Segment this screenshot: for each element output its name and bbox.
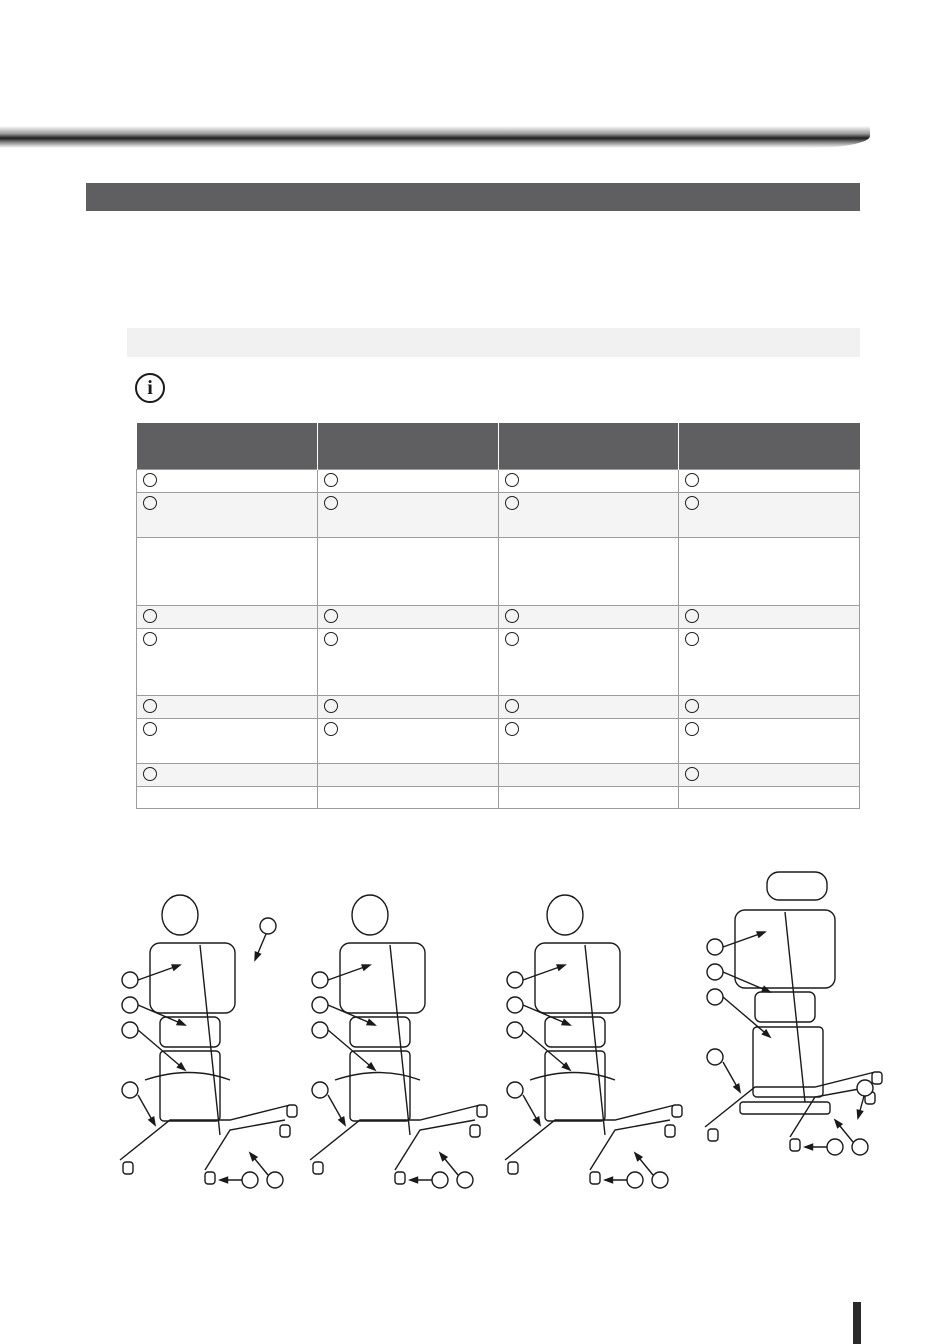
hip-pad [545, 1017, 605, 1047]
caster-wheel [287, 1105, 297, 1117]
table-cell [137, 764, 318, 787]
table-cell [137, 606, 318, 629]
caster-wheel [872, 1072, 882, 1084]
callout-number-icon [685, 767, 699, 781]
table-header-cell [317, 423, 498, 470]
arrowhead [734, 1084, 740, 1092]
callout-circle [627, 1172, 643, 1188]
caster-wheel [395, 1172, 405, 1184]
table-cell [317, 629, 498, 696]
table-cell [679, 696, 860, 719]
table-cell [679, 606, 860, 629]
caster-wheel [470, 1125, 480, 1137]
head-shape [162, 895, 198, 935]
callout-circle [507, 1082, 523, 1098]
table-row [137, 719, 860, 764]
head-shape [352, 895, 388, 935]
table-cell [679, 470, 860, 493]
arrowhead [410, 1177, 418, 1182]
callout-number-icon [685, 722, 699, 736]
callout-number-icon [505, 496, 519, 510]
caster-wheel [708, 1129, 718, 1141]
callout-circle [242, 1172, 258, 1188]
arrowhead [805, 1144, 813, 1149]
head-shape [547, 895, 583, 935]
table-cell [498, 764, 679, 787]
callout-number-icon [324, 632, 338, 646]
table-row [137, 696, 860, 719]
arrowhead [255, 952, 260, 960]
callout-circle [122, 1082, 138, 1098]
callout-circle [707, 989, 723, 1005]
callout-circle [507, 972, 523, 988]
table-row [137, 538, 860, 606]
callout-circle [312, 997, 328, 1013]
callout-circle [260, 918, 276, 934]
caster-wheel [280, 1125, 290, 1137]
caster-wheel [205, 1172, 215, 1184]
table-cell [317, 764, 498, 787]
callout-circle [707, 964, 723, 980]
backrest [735, 910, 835, 988]
arrowhead [220, 1177, 228, 1182]
caster-wheel [672, 1105, 682, 1117]
table-cell [498, 470, 679, 493]
table-cell [498, 493, 679, 538]
trunk-pad [535, 943, 620, 1013]
callout-number-icon [143, 767, 157, 781]
knee-pad [545, 1051, 605, 1121]
callout-number-icon [143, 699, 157, 713]
callout-circle [707, 1049, 723, 1065]
callout-circle [652, 1172, 668, 1188]
table-header-cell [679, 423, 860, 470]
table-cell [679, 719, 860, 764]
table-cell [317, 787, 498, 809]
table-row [137, 470, 860, 493]
callout-number-icon [143, 632, 157, 646]
header-band [0, 126, 870, 148]
callout-circle [122, 1022, 138, 1038]
table-header-cell [498, 423, 679, 470]
table-cell [137, 696, 318, 719]
arrowhead [149, 1117, 155, 1125]
arrowhead [339, 1117, 345, 1125]
callout-number-icon [324, 473, 338, 487]
callout-circle [312, 1082, 328, 1098]
table-cell [137, 493, 318, 538]
table-header-row [137, 423, 860, 470]
section-title-bar [86, 183, 860, 211]
table-cell [137, 470, 318, 493]
callout-number-icon [685, 632, 699, 646]
callout-circle [312, 1022, 328, 1038]
arrowhead [534, 1117, 540, 1125]
callout-number-icon [324, 496, 338, 510]
footplate [740, 1102, 830, 1114]
table-cell [317, 719, 498, 764]
base-frame [590, 1120, 670, 1170]
callout-circle [827, 1139, 843, 1155]
callout-number-icon [685, 496, 699, 510]
chest-pad [755, 992, 815, 1022]
table-cell [498, 787, 679, 809]
callout-circle [432, 1172, 448, 1188]
callout-number-icon [505, 722, 519, 736]
table-cell [679, 629, 860, 696]
callout-number-icon [324, 609, 338, 623]
callout-number-icon [324, 722, 338, 736]
table-cell [137, 538, 318, 606]
knee-pad [160, 1051, 220, 1121]
arrowhead [605, 1177, 613, 1182]
trunk-pad [150, 943, 235, 1013]
base-frame [395, 1120, 475, 1170]
caster-wheel [590, 1172, 600, 1184]
table-cell [679, 538, 860, 606]
callout-circle [707, 939, 723, 955]
caster-wheel [313, 1162, 323, 1174]
caster-wheel [665, 1125, 675, 1137]
table-row [137, 787, 860, 809]
table-cell [137, 787, 318, 809]
callout-number-icon [685, 473, 699, 487]
callout-circle [507, 1022, 523, 1038]
table-cell [498, 629, 679, 696]
callout-circle [857, 1080, 873, 1096]
table-cell [498, 538, 679, 606]
table-cell [317, 470, 498, 493]
table-row [137, 629, 860, 696]
knee-pad [350, 1051, 410, 1121]
caster-wheel [123, 1162, 133, 1174]
callout-circle [267, 1172, 283, 1188]
info-icon: i [135, 373, 165, 403]
arrowhead [857, 1110, 862, 1118]
table-cell [137, 719, 318, 764]
callout-number-icon [143, 473, 157, 487]
caster-wheel [508, 1162, 518, 1174]
base-frame [205, 1120, 285, 1170]
table-cell [498, 606, 679, 629]
standing-frame-figures [100, 860, 900, 1200]
table-cell [317, 606, 498, 629]
table-cell [317, 493, 498, 538]
callout-number-icon [685, 609, 699, 623]
table-row [137, 764, 860, 787]
caster-wheel [477, 1105, 487, 1117]
callout-circle [122, 972, 138, 988]
table-cell [679, 493, 860, 538]
callout-circle [852, 1139, 868, 1155]
table-cell [317, 696, 498, 719]
table-row [137, 493, 860, 538]
callout-number-icon [143, 496, 157, 510]
callout-number-icon [505, 699, 519, 713]
table-header-cell [137, 423, 318, 470]
callout-number-icon [143, 609, 157, 623]
table-cell [498, 719, 679, 764]
table-cell [137, 629, 318, 696]
page-edge-tab [853, 1302, 861, 1344]
callout-number-icon [685, 699, 699, 713]
callout-circle [312, 972, 328, 988]
trunk-pad [340, 943, 425, 1013]
callout-circle [507, 997, 523, 1013]
spec-table [136, 423, 860, 809]
callout-number-icon [505, 632, 519, 646]
table-cell [679, 787, 860, 809]
callout-circle [122, 997, 138, 1013]
subsection-title-bar [127, 328, 860, 357]
table-row [137, 606, 860, 629]
callout-circle [457, 1172, 473, 1188]
callout-number-icon [505, 609, 519, 623]
hip-pad [350, 1017, 410, 1047]
table-cell [679, 764, 860, 787]
headrest [767, 872, 827, 900]
hip-pad [160, 1017, 220, 1047]
callout-number-icon [324, 699, 338, 713]
caster-wheel [790, 1139, 800, 1151]
callout-number-icon [143, 722, 157, 736]
callout-number-icon [505, 473, 519, 487]
table-cell [498, 696, 679, 719]
table-cell [317, 538, 498, 606]
